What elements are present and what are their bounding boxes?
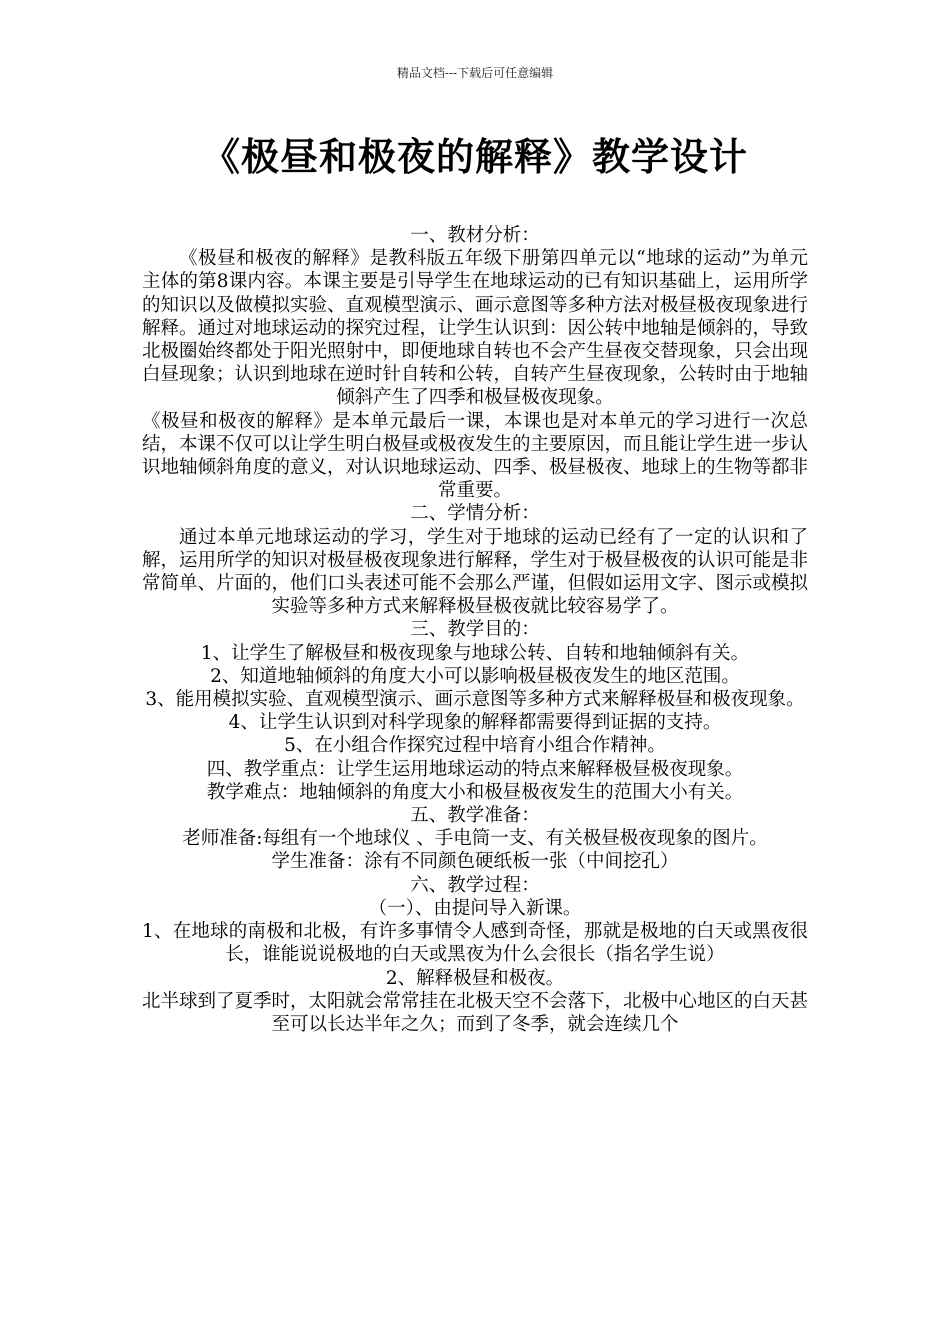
section-heading: 三、教学目的： (410, 619, 540, 641)
paragraph: 1、在地球的南极和北极，有许多事情令人感到奇怪，那就是极地的白天或黑夜很长，谁能说说极地的白天或黑夜为什么会很长（指名学生说） (142, 921, 808, 966)
list-item: 1、让学生了解极昼和极夜现象与地球公转、自转和地轴倾斜有关。 (200, 642, 750, 664)
page-header: 精品文档---下载后可任意编辑 (396, 66, 554, 80)
section-heading: 五、教学准备： (410, 805, 540, 827)
section-heading: 二、学情分析： (410, 503, 540, 525)
list-item: 5、在小组合作探究过程中培育小组合作精神。 (284, 735, 666, 757)
key-point: 四、教学重点：让学生运用地球运动的特点来解释极昼极夜现象。 (206, 758, 744, 780)
paragraph: 2、解释极昼和极夜。 (385, 967, 565, 989)
teacher-preparation: 老师准备:每组有一个地球仪 、手电筒一支、有关极昼极夜现象的图片。 (182, 828, 768, 850)
section-heading: 六、教学过程： (410, 874, 540, 896)
paragraph: 《极昼和极夜的解释》是教科版五年级下册第四单元以“地球的运动”为单元主体的第8课内容。本课主要是引导学生在地球运动的已有知识基础上，运用所学的知识以及做模拟实验、直观模型演示、画示意图等多种方法对极昼极夜现象进行解释。通过对地球运动的探究过程，让学生认识到：因公转中地轴是倾斜的，导致北极圈始终都处于阳光照射中，即便地球自转也不会产生昼夜交替现象，只会出现白昼现象；认识到地球在逆时针自转和公转，自转产生昼夜现象，公转时由于地轴倾斜产生了四季和极昼极夜现象。 (142, 248, 809, 409)
student-preparation: 学生准备：涂有不同颜色硬纸板一张（中间挖孔） (271, 851, 679, 873)
list-item: 3、能用模拟实验、直观模型演示、画示意图等多种方式来解释极昼和极夜现象。 (145, 689, 805, 711)
list-item: 4、让学生认识到对科学现象的解释都需要得到证据的支持。 (228, 712, 722, 734)
paragraph: 通过本单元地球运动的学习，学生对于地球的运动已经有了一定的认识和了解，运用所学的知识对极昼极夜现象进行解释，学生对于极昼极夜的认识可能是非常简单、片面的，他们口头表述可能不会那么严谨，但假如运用文字、图示或模拟实验等多种方式来解释极昼极夜就比较容易学了。 (142, 526, 809, 618)
difficult-point: 教学难点：地轴倾斜的角度大小和极昼极夜发生的范围大小有关。 (206, 781, 744, 803)
list-item: 2、知道地轴倾斜的角度大小可以影响极昼极夜发生的地区范围。 (210, 665, 740, 687)
paragraph: 北半球到了夏季时，太阳就会常常挂在北极天空不会落下，北极中心地区的白天甚至可以长达半年之久；而到了冬季，就会连续几个 (142, 990, 809, 1035)
subsection-heading: （一）、由提问导入新课。 (368, 897, 582, 919)
section-heading: 一、教材分析： (410, 225, 540, 246)
document-body (142, 224, 808, 1036)
document-title: 《极昼和极夜的解释》教学设计 (201, 135, 748, 179)
paragraph: 《极昼和极夜的解释》是本单元最后一课，本课也是对本单元的学习进行一次总结，本课不仅可以让学生明白极昼或极夜发生的主要原因，而且能让学生进一步认识地轴倾斜角度的意义，对认识地球运动、四季、极昼极夜、地球上的生物等都非常重要。 (142, 410, 809, 502)
